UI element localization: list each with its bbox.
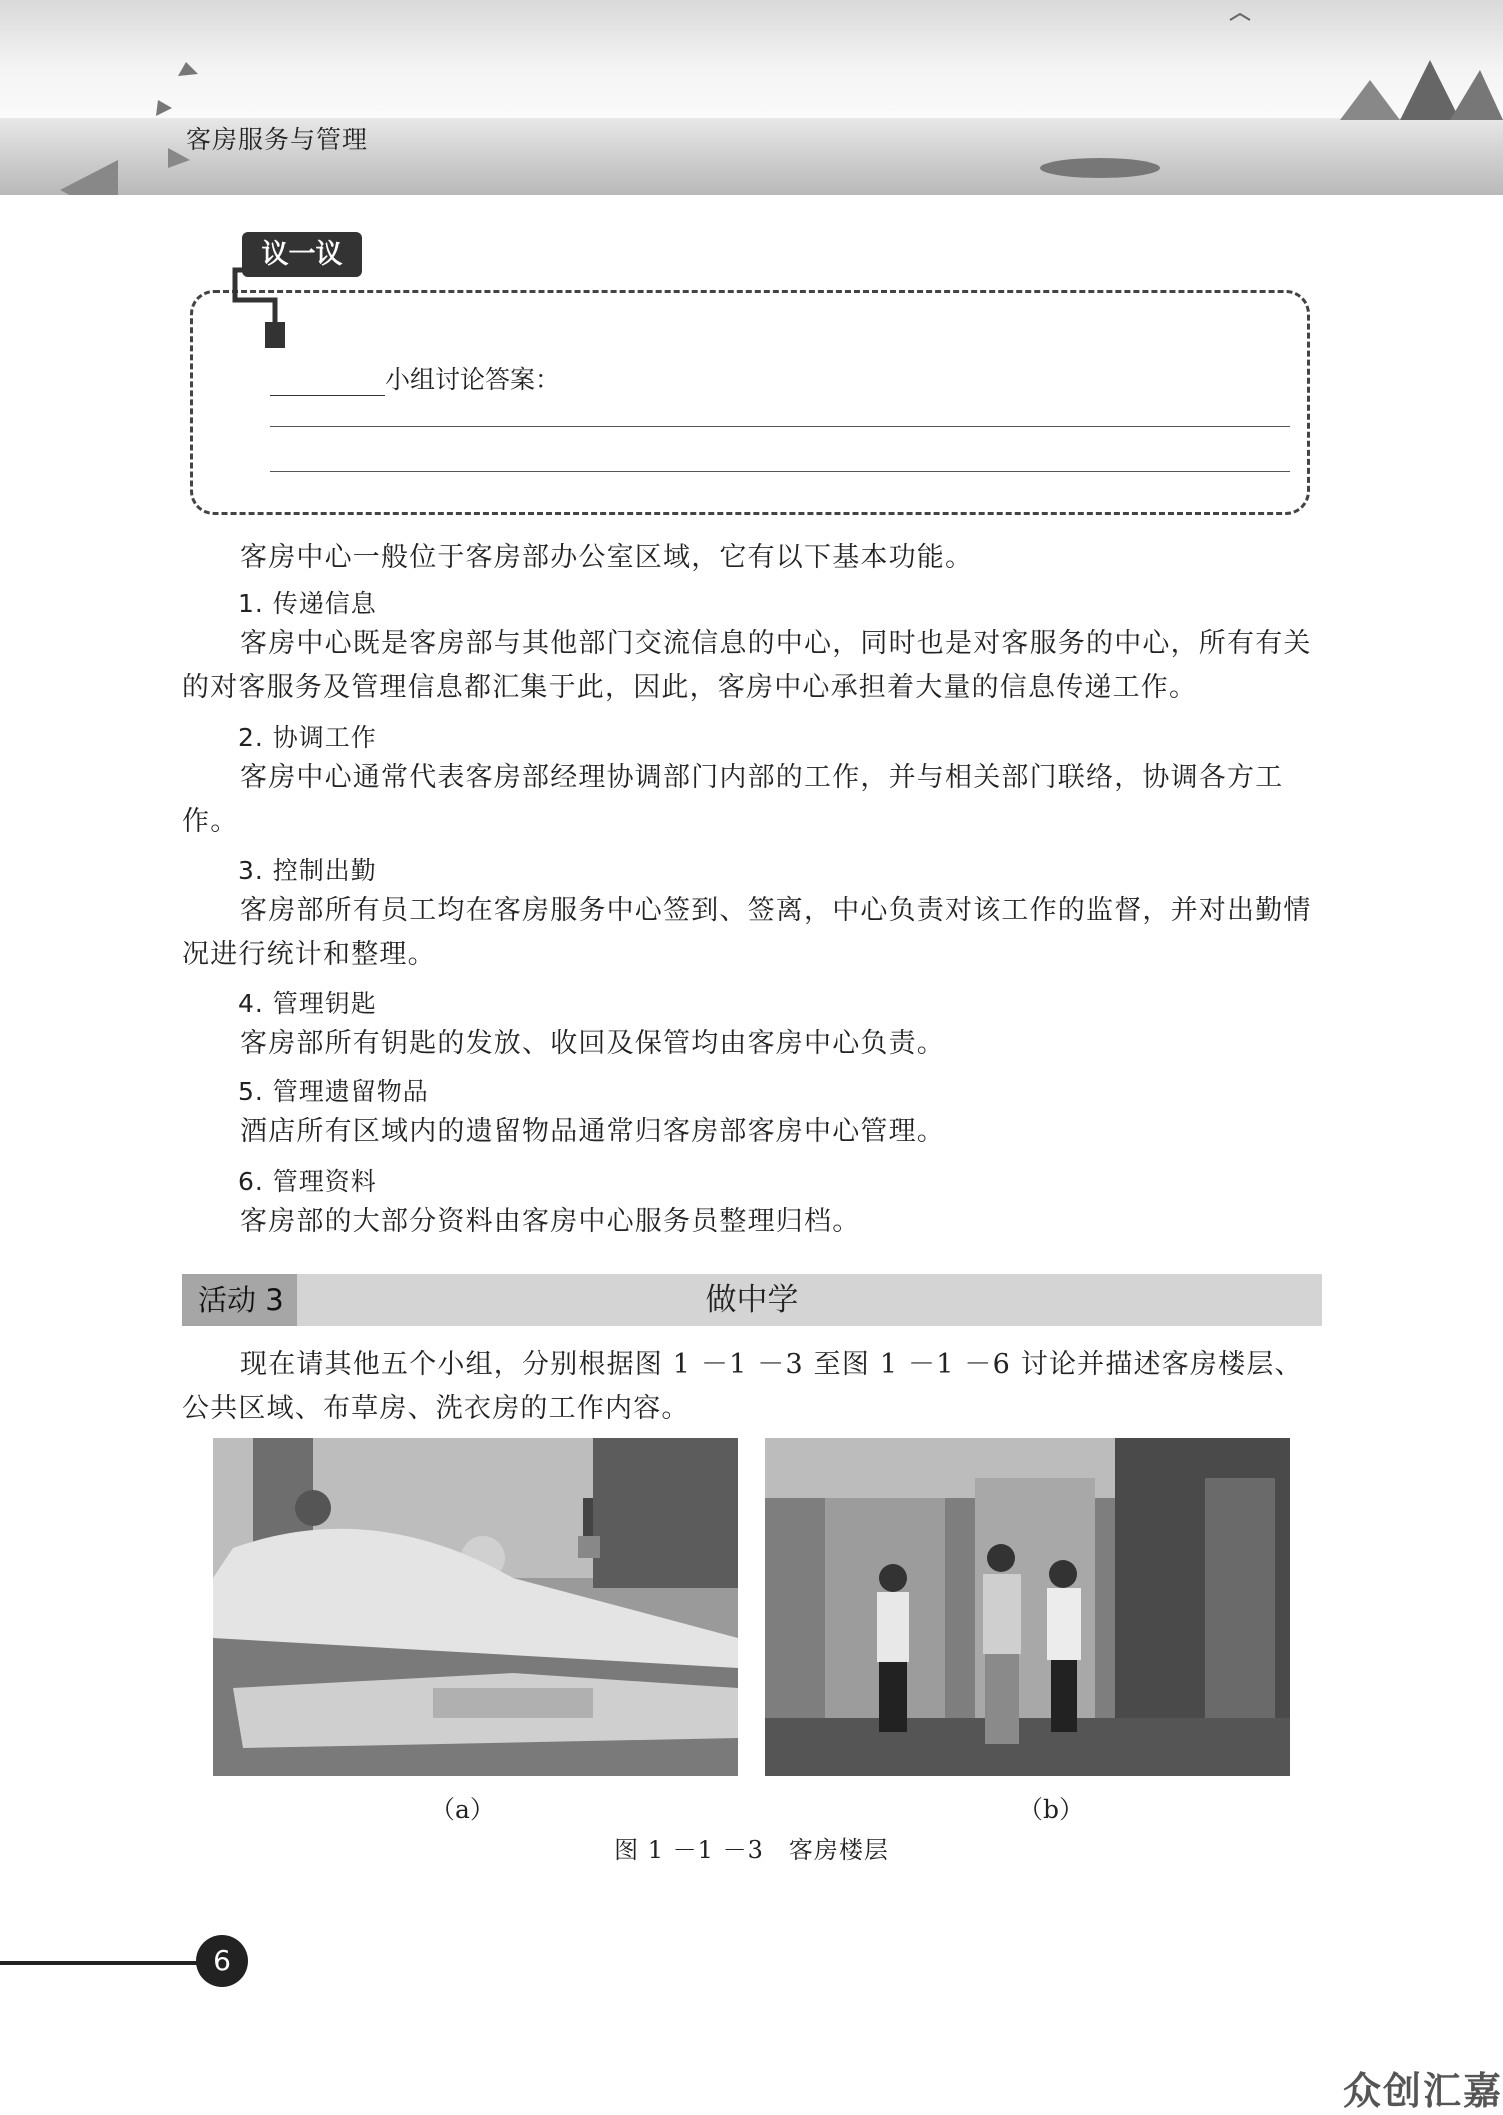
answer-line-2[interactable] bbox=[270, 471, 1290, 472]
page-number: 6 bbox=[196, 1935, 248, 1987]
section-title-5: 5. 管理遗留物品 bbox=[238, 1077, 429, 1106]
photo-a-caption: （a） bbox=[430, 1795, 495, 1824]
group-name-blank[interactable] bbox=[270, 373, 385, 396]
activity-title: 做中学 bbox=[705, 1282, 799, 1318]
section-text-3: 客房部所有员工均在客房服务中心签到、签离，中心负责对该工作的监督，并对出勤情况进行统计和整理。 bbox=[182, 895, 1312, 970]
section-text-2: 客房中心通常代表客房部经理协调部门内部的工作，并与相关部门联络，协调各方工作。 bbox=[182, 762, 1284, 837]
intro-paragraph: 客房中心一般位于客房部办公室区域，它有以下基本功能。 bbox=[240, 542, 974, 573]
photo-a-image bbox=[213, 1438, 738, 1776]
answer-line-1[interactable] bbox=[270, 426, 1290, 427]
photo-b-caption: （b） bbox=[1018, 1795, 1085, 1824]
page-number-rule bbox=[0, 1961, 205, 1965]
activity-text: 现在请其他五个小组，分别根据图 1 －1 －3 至图 1 －1 －6 讨论并描述客房楼层、公共区域、布草房、洗衣房的工作内容。 bbox=[182, 1349, 1303, 1424]
section-title-1: 1. 传递信息 bbox=[238, 589, 377, 618]
section-text-1: 客房中心既是客房部与其他部门交流信息的中心，同时也是对客服务的中心，所有有关的对客服务及管理信息都汇集于此，因此，客房中心承担着大量的信息传递工作。 bbox=[182, 628, 1312, 703]
photo-a-housekeeper-making-bed bbox=[213, 1438, 738, 1776]
figure-caption: 图 1 －1 －3 客房楼层 bbox=[614, 1836, 889, 1864]
section-title-2: 2. 协调工作 bbox=[238, 723, 377, 752]
photo-b-elevator-greeting bbox=[765, 1438, 1290, 1776]
activity-bar bbox=[182, 1274, 1322, 1326]
discussion-tag: 议一议 bbox=[242, 232, 362, 277]
section-title-6: 6. 管理资料 bbox=[238, 1167, 377, 1196]
publisher-watermark: 众创汇嘉 bbox=[1342, 2069, 1503, 2113]
triangle-decoration-icon bbox=[0, 0, 1503, 195]
running-header-title: 客房服务与管理 bbox=[186, 125, 369, 154]
section-title-3: 3. 控制出勤 bbox=[238, 856, 377, 885]
answer-label: 小组讨论答案： bbox=[385, 365, 561, 394]
section-text-5: 酒店所有区域内的遗留物品通常归客房部客房中心管理。 bbox=[240, 1116, 945, 1147]
header-banner bbox=[0, 0, 1503, 195]
activity-label: 活动 3 bbox=[182, 1274, 297, 1326]
answer-label-row bbox=[270, 360, 560, 396]
discussion-box bbox=[190, 290, 1310, 515]
section-text-6: 客房部的大部分资料由客房中心服务员整理归档。 bbox=[240, 1206, 861, 1237]
section-title-4: 4. 管理钥匙 bbox=[238, 989, 377, 1018]
photo-b-image bbox=[765, 1438, 1290, 1776]
section-text-4: 客房部所有钥匙的发放、收回及保管均由客房中心负责。 bbox=[240, 1028, 945, 1059]
